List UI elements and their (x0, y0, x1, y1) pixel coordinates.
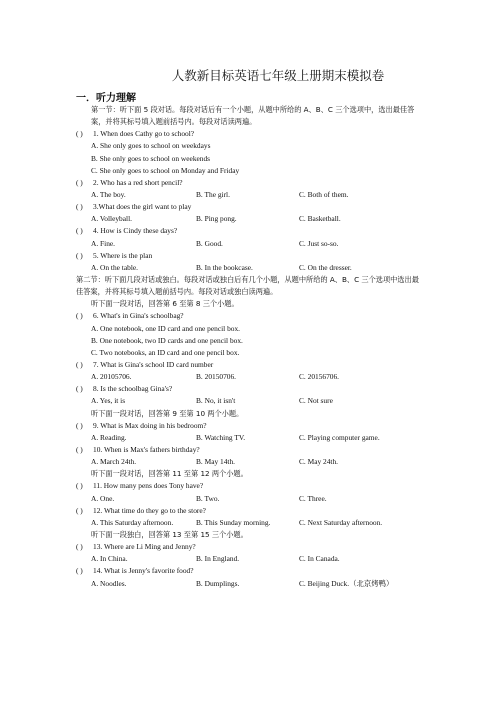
question-text: 3.What does the girl want to play (93, 202, 192, 212)
question (76, 310, 426, 322)
question (76, 201, 426, 213)
option: B. This Sunday morning. (196, 517, 271, 527)
listen-note: 听下面一段独白，回答第 13 至第 15 三个小题。 (91, 529, 248, 539)
option: A. The boy. (91, 190, 126, 200)
answer-bracket[interactable]: ( ) (76, 250, 83, 260)
options-row (76, 553, 426, 565)
options-row (76, 456, 426, 468)
options-row (76, 371, 426, 383)
option: C. On the dresser. (299, 262, 352, 272)
exam-body (76, 104, 426, 590)
options-row (76, 238, 426, 250)
options-row (76, 189, 426, 201)
option: C. Basketball. (299, 214, 341, 224)
answer-bracket[interactable]: ( ) (76, 202, 83, 212)
option: A. One. (91, 493, 115, 503)
option: A. Volleyball. (91, 214, 132, 224)
option: A. On the table. (91, 262, 138, 272)
question (76, 444, 426, 456)
options-row (76, 395, 426, 407)
options-row (76, 517, 426, 529)
question-text: 5. Where is the plan (93, 250, 153, 260)
option: A. March 24th. (91, 457, 137, 467)
question-text: 13. Where are Li Ming and Jenny? (93, 542, 196, 552)
question-text: 11. How many pens does Tony have? (93, 481, 204, 491)
option: C. Not sure (299, 396, 333, 406)
option: A. This Saturday afternoon. (91, 517, 174, 527)
option: C. Two notebooks, an ID card and one pencil box. (91, 347, 240, 357)
options-row (76, 213, 426, 225)
question (76, 505, 426, 517)
answer-bracket[interactable]: ( ) (76, 420, 83, 430)
options-row (76, 578, 426, 590)
answer-bracket[interactable]: ( ) (76, 360, 83, 370)
question (76, 359, 426, 371)
question (76, 177, 426, 189)
option: B. Good. (196, 238, 223, 248)
answer-bracket[interactable]: ( ) (76, 311, 83, 321)
option: B. Ping pong. (196, 214, 237, 224)
question (76, 128, 426, 140)
option: A. One notebook, one ID card and one pencil box. (91, 323, 240, 333)
question-text: 14. What is Jenny's favorite food? (93, 566, 194, 576)
option: B. Two. (196, 493, 220, 503)
answer-bracket[interactable]: ( ) (76, 177, 83, 187)
question-text: 10. When is Max's fathers birthday? (93, 445, 200, 454)
option: B. Dumplings. (196, 578, 240, 588)
part1-instructions: 第一节：听下面 5 段对话。每段对话后有一个小题，从题中所给的 A、B、C 三个选项中，选出最佳答案，并将其标号填入题前括号内。每段对话读两遍。 (91, 105, 415, 127)
answer-bracket[interactable]: ( ) (76, 505, 83, 515)
option: C. 20156706. (299, 372, 340, 382)
option: B. In England. (196, 554, 240, 564)
listen-note: 听下面一段对话，回答第 11 至第 12 两个小题。 (91, 469, 248, 479)
option: C. In Canada. (299, 554, 340, 564)
option: A. In China. (91, 554, 128, 564)
answer-bracket[interactable]: ( ) (76, 129, 83, 139)
option: A. 20105706. (91, 372, 132, 382)
option: A. Noodles. (91, 578, 127, 588)
option: A. Yes, it is (91, 396, 126, 406)
question (76, 420, 426, 432)
question-text: 6. What's in Gina's schoolbag? (93, 311, 184, 321)
option: B. One notebook, two ID cards and one pencil box. (91, 335, 243, 345)
question (76, 250, 426, 262)
question (76, 480, 426, 492)
question-text: 9. What is Max doing in his bedroom? (93, 420, 207, 430)
option: C. Both of them. (299, 190, 349, 200)
option: A. She only goes to school on weekdays (91, 141, 211, 151)
question-text: 1. When does Cathy go to school? (93, 129, 195, 139)
question-text: 12. What time do they go to the store? (93, 505, 206, 515)
option: B. May 14th. (196, 457, 236, 467)
option: B. Watching TV. (196, 432, 246, 442)
option: B. 20150706. (196, 372, 237, 382)
option: C. Just so-so. (299, 238, 339, 248)
option: B. She only goes to school on weekends (91, 153, 211, 163)
question (76, 565, 426, 577)
option: A. Fine. (91, 238, 116, 248)
page-title: 人教新目标英语七年级上册期末模拟卷 (171, 68, 385, 83)
option: C. Beijing Duck.（北京烤鸭） (299, 578, 394, 588)
question (76, 541, 426, 553)
part2-instructions: 第二节：听下面几段对话或独白。每段对话或独白后有几个小题，从题中所给的 A、B、C 三个选项中选出最佳答案，并将其标号填入题前括号内。每段对话或独白读两遍。 (76, 275, 419, 297)
listen-note: 听下面一段对话，回答第 6 至第 8 三个小题。 (91, 299, 239, 309)
question-text: 4. How is Cindy these days? (93, 226, 178, 236)
question-text: 8. Is the schoolbag Gina's? (93, 384, 173, 394)
answer-bracket[interactable]: ( ) (76, 384, 83, 394)
question-text: 7. What is Gina's school ID card number (93, 360, 214, 370)
option: C. Playing computer game. (299, 432, 380, 442)
options-row (76, 493, 426, 505)
answer-bracket[interactable]: ( ) (76, 445, 83, 454)
option: C. Three. (299, 493, 327, 503)
option: B. The girl. (196, 190, 230, 200)
section-heading: 一．听力理解 (76, 93, 136, 104)
option: B. In the bookcase. (196, 262, 253, 272)
option: C. May 24th. (299, 457, 339, 467)
answer-bracket[interactable]: ( ) (76, 226, 83, 236)
answer-bracket[interactable]: ( ) (76, 542, 83, 552)
question (76, 383, 426, 395)
option: C. Next Saturday afternoon. (299, 517, 383, 527)
answer-bracket[interactable]: ( ) (76, 481, 83, 491)
option: C. She only goes to school on Monday and Friday (91, 165, 240, 175)
listen-note: 听下面一段对话，回答第 9 至第 10 两个小题。 (91, 408, 244, 418)
question (76, 225, 426, 237)
option: B. No, it isn't (196, 396, 236, 406)
answer-bracket[interactable]: ( ) (76, 566, 83, 576)
options-row (76, 262, 426, 274)
options-row (76, 432, 426, 444)
question-text: 2. Who has a red short pencil? (93, 177, 183, 187)
option: A. Reading. (91, 432, 127, 442)
